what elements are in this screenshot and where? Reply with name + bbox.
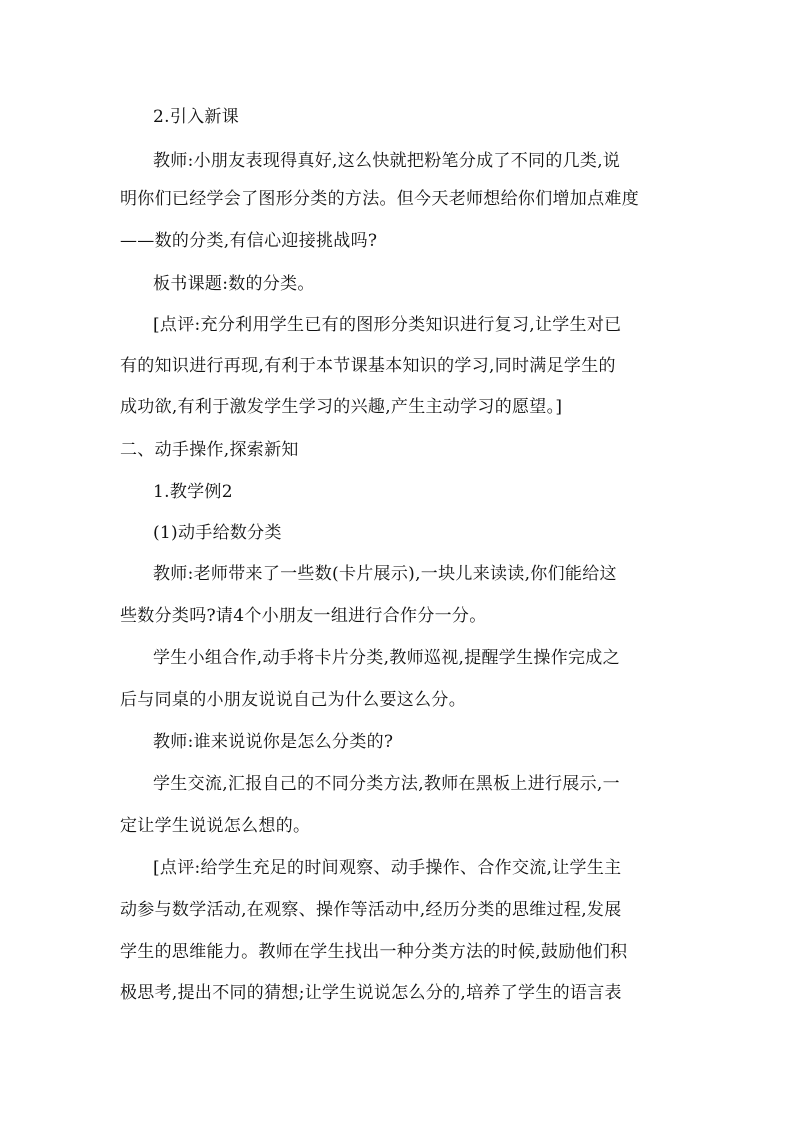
paragraph-line: 学生小组合作,动手将卡片分类,教师巡视,提醒学生操作完成之 [153, 648, 620, 668]
subsection-heading-intro-new-lesson: 2.引入新课 [153, 107, 240, 127]
paragraph-line: 后与同桌的小朋友说说自己为什么要这么分。 [120, 690, 466, 710]
paragraph-line: 定让学生说说怎么想的。 [120, 816, 311, 836]
paragraph-line: 板书课题:数的分类。 [153, 274, 315, 294]
comment-line: 有的知识进行再现,有利于本节课基本知识的学习,同时满足学生的 [120, 356, 616, 376]
paragraph-line: 明你们已经学会了图形分类的方法。但今天老师想给你们增加点难度 [120, 189, 639, 209]
paragraph-line: ——数的分类,有信心迎接挑战吗? [120, 231, 378, 251]
paragraph-line: 学生交流,汇报自己的不同分类方法,教师在黑板上进行展示,一 [153, 774, 620, 794]
comment-line: 极思考,提出不同的猜想;让学生说说怎么分的,培养了学生的语言表 [120, 983, 622, 1003]
comment-line: 学生的思维能力。教师在学生找出一种分类方法的时候,鼓励他们积 [120, 942, 628, 962]
comment-line: 成功欲,有利于激发学生学习的兴趣,产生主动学习的愿望。] [120, 397, 563, 417]
subsection-heading-example: 1.教学例2 [153, 482, 233, 502]
comment-line: [点评:给学生充足的时间观察、动手操作、合作交流,让学生主 [153, 858, 622, 878]
paragraph-line: 教师:小朋友表现得真好,这么快就把粉笔分成了不同的几类,说 [153, 151, 621, 171]
comment-line: 动参与数学活动,在观察、操作等活动中,经历分类的思维过程,发展 [120, 900, 622, 920]
section-heading-hands-on: 二、动手操作,探索新知 [120, 440, 299, 460]
paragraph-line: 教师:谁来说说你是怎么分类的? [153, 732, 394, 752]
subsection-heading-classify: (1)动手给数分类 [153, 523, 282, 543]
comment-line: [点评:充分利用学生已有的图形分类知识进行复习,让学生对已 [153, 315, 622, 335]
paragraph-line: 些数分类吗?请4个小朋友一组进行合作分一分。 [120, 606, 487, 626]
paragraph-line: 教师:老师带来了一些数(卡片展示),一块儿来读读,你们能给这 [153, 564, 617, 584]
